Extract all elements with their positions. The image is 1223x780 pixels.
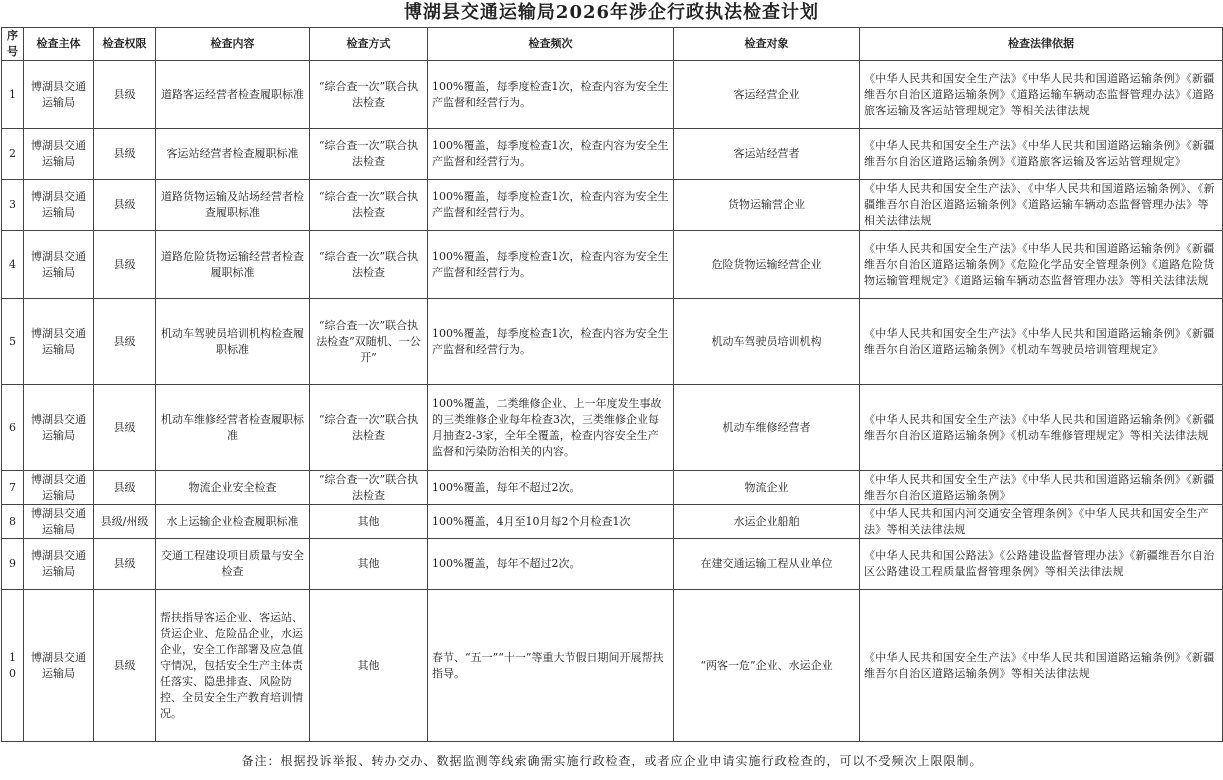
table-row	[2, 180, 1223, 231]
row-target: 客运经营企业	[674, 61, 860, 129]
row-legal-basis: 《中华人民共和国安全生产法》《中华人民共和国道路运输条例》《新疆维吾尔自治区道路运输条例》《机动车维修管理规定》等相关法律法规	[860, 385, 1223, 471]
row-scope: 县级	[94, 539, 156, 590]
row-subject: 博湖县交通运输局	[24, 61, 94, 129]
row-method: “综合查一次”联合执法检查	[310, 385, 428, 471]
row-scope: 县级	[94, 180, 156, 231]
row-content: 物流企业安全检查	[156, 471, 310, 505]
row-scope: 县级	[94, 385, 156, 471]
page-title: 博湖县交通运输局2026年涉企行政执法检查计划	[0, 0, 1223, 26]
row-content: 帮扶指导客运企业、客运站、货运企业、危险品企业，水运企业，安全工作部署及应急值守情况，包括安全生产主体责任落实、隐患排查、风险防控、全员安全生产教育培训情况。	[156, 590, 310, 742]
row-number: 5	[2, 299, 24, 385]
row-legal-basis: 《中华人民共和国安全生产法》《中华人民共和国道路运输条例》《新疆维吾尔自治区道路运输条例》《道路运输车辆动态监督管理办法》《道路旅客运输及客运站管理规定》等相关法律法规	[860, 61, 1223, 129]
row-subject: 博湖县交通运输局	[24, 590, 94, 742]
row-number: 1	[2, 61, 24, 129]
table-row	[2, 471, 1223, 505]
row-number: 7	[2, 471, 24, 505]
row-frequency: 100%覆盖，二类维修企业、上一年度发生事故的三类维修企业每年检查3次，三类维修企业每月抽查2-3家，全年全覆盖，检查内容安全生产监督和污染防治相关的内容。	[428, 385, 674, 471]
row-target: 在建交通运输工程从业单位	[674, 539, 860, 590]
row-content: 机动车驾驶员培训机构检查履职标准	[156, 299, 310, 385]
table-row	[2, 539, 1223, 590]
table-row	[2, 231, 1223, 299]
row-scope: 县级	[94, 129, 156, 180]
row-scope: 县级	[94, 299, 156, 385]
row-number: 10	[2, 590, 24, 742]
row-frequency: 100%覆盖，每年不超过2次。	[428, 539, 674, 590]
header-legal-basis: 检查法律依据	[860, 28, 1223, 61]
row-target: 机动车驾驶员培训机构	[674, 299, 860, 385]
row-frequency: 100%覆盖，每年不超过2次。	[428, 471, 674, 505]
row-content: 机动车维修经营者检查履职标准	[156, 385, 310, 471]
row-target: 危险货物运输经营企业	[674, 231, 860, 299]
row-legal-basis: 《中华人民共和国安全生产法》《中华人民共和国道路运输条例》《新疆维吾尔自治区道路运输条例》等相关法律法规	[860, 590, 1223, 742]
row-frequency: 春节、“五一”“十一”等重大节假日期间开展帮扶指导。	[428, 590, 674, 742]
row-target: 物流企业	[674, 471, 860, 505]
row-subject: 博湖县交通运输局	[24, 471, 94, 505]
row-subject: 博湖县交通运输局	[24, 539, 94, 590]
row-target: “两客一危”企业、水运企业	[674, 590, 860, 742]
row-target: 客运站经营者	[674, 129, 860, 180]
row-method: 其他	[310, 590, 428, 742]
row-legal-basis: 《中华人民共和国安全生产法》、《中华人民共和国道路运输条例》、《新疆维吾尔自治区道路运输条例》《道路运输车辆动态监督管理办法》等相关法律法规	[860, 180, 1223, 231]
row-subject: 博湖县交通运输局	[24, 505, 94, 539]
table-row	[2, 129, 1223, 180]
row-frequency: 100%覆盖，每季度检查1次，检查内容为安全生产监督和经营行为。	[428, 231, 674, 299]
row-target: 机动车维修经营者	[674, 385, 860, 471]
row-method: “综合查一次”联合执法检查	[310, 180, 428, 231]
row-method: “综合查一次”联合执法检查	[310, 471, 428, 505]
row-frequency: 100%覆盖，每季度检查1次，检查内容为安全生产监督和经营行为。	[428, 299, 674, 385]
row-content: 道路客运经营者检查履职标准	[156, 61, 310, 129]
row-scope: 县级	[94, 61, 156, 129]
row-method: 其他	[310, 539, 428, 590]
row-number: 4	[2, 231, 24, 299]
header-frequency: 检查频次	[428, 28, 674, 61]
row-subject: 博湖县交通运输局	[24, 129, 94, 180]
row-method: “综合查一次”联合执法检查	[310, 61, 428, 129]
row-content: 交通工程建设项目质量与安全检查	[156, 539, 310, 590]
header-method: 检查方式	[310, 28, 428, 61]
row-frequency: 100%覆盖，4月至10月每2个月检查1次	[428, 505, 674, 539]
row-content: 水上运输企业检查履职标准	[156, 505, 310, 539]
row-scope: 县级/州级	[94, 505, 156, 539]
row-legal-basis: 《中华人民共和国内河交通安全管理条例》《中华人民共和国安全生产法》等相关法律法规	[860, 505, 1223, 539]
row-frequency: 100%覆盖，每季度检查1次，检查内容为安全生产监督和经营行为。	[428, 180, 674, 231]
row-content: 道路危险货物运输经营者检查履职标准	[156, 231, 310, 299]
row-number: 3	[2, 180, 24, 231]
row-subject: 博湖县交通运输局	[24, 385, 94, 471]
row-legal-basis: 《中华人民共和国安全生产法》《中华人民共和国道路运输条例》《新疆维吾尔自治区道路运输条例》	[860, 471, 1223, 505]
header-scope: 检查权限	[94, 28, 156, 61]
header-no: 序号	[2, 28, 24, 61]
row-frequency: 100%覆盖，每季度检查1次，检查内容为安全生产监督和经营行为。	[428, 129, 674, 180]
row-legal-basis: 《中华人民共和国安全生产法》《中华人民共和国道路运输条例》《新疆维吾尔自治区道路运输条例》《道路旅客运输及客运站管理规定》	[860, 129, 1223, 180]
row-number: 8	[2, 505, 24, 539]
row-method: 其他	[310, 505, 428, 539]
row-legal-basis: 《中华人民共和国公路法》《公路建设监督管理办法》《新疆维吾尔自治区公路建设工程质量监督管理条例》等相关法律法规	[860, 539, 1223, 590]
table-header-row	[2, 28, 1223, 61]
row-number: 6	[2, 385, 24, 471]
row-target: 水运企业船舶	[674, 505, 860, 539]
row-content: 道路货物运输及站场经营者检查履职标准	[156, 180, 310, 231]
header-subject: 检查主体	[24, 28, 94, 61]
note-row	[2, 742, 1223, 780]
row-scope: 县级	[94, 590, 156, 742]
table-row	[2, 385, 1223, 471]
inspection-plan-table	[1, 27, 1223, 780]
row-scope: 县级	[94, 471, 156, 505]
header-content: 检查内容	[156, 28, 310, 61]
row-legal-basis: 《中华人民共和国安全生产法》《中华人民共和国道路运输条例》《新疆维吾尔自治区道路运输条例》《危险化学品安全管理条例》《道路危险货物运输管理规定》《道路运输车辆动态监督管理办法》等相关法律法规	[860, 231, 1223, 299]
table-row	[2, 590, 1223, 742]
row-subject: 博湖县交通运输局	[24, 231, 94, 299]
row-content: 客运站经营者检查履职标准	[156, 129, 310, 180]
table-row	[2, 61, 1223, 129]
row-number: 2	[2, 129, 24, 180]
row-legal-basis: 《中华人民共和国安全生产法》《中华人民共和国道路运输条例》《新疆维吾尔自治区道路运输条例》《机动车驾驶员培训管理规定》	[860, 299, 1223, 385]
row-subject: 博湖县交通运输局	[24, 180, 94, 231]
row-method: “综合查一次”联合执法检查”双随机、一公开”	[310, 299, 428, 385]
table-row	[2, 299, 1223, 385]
row-subject: 博湖县交通运输局	[24, 299, 94, 385]
row-target: 货物运输营企业	[674, 180, 860, 231]
row-method: “综合查一次”联合执法检查	[310, 129, 428, 180]
table-row	[2, 505, 1223, 539]
header-target: 检查对象	[674, 28, 860, 61]
row-scope: 县级	[94, 231, 156, 299]
row-number: 9	[2, 539, 24, 590]
row-method: “综合查一次”联合执法检查	[310, 231, 428, 299]
row-frequency: 100%覆盖，每季度检查1次，检查内容为安全生产监督和经营行为。	[428, 61, 674, 129]
note-text: 备注：根据投诉举报、转办交办、数据监测等线索确需实施行政检查，或者应企业申请实施行政检查的，可以不受频次上限限制。	[2, 742, 1223, 780]
